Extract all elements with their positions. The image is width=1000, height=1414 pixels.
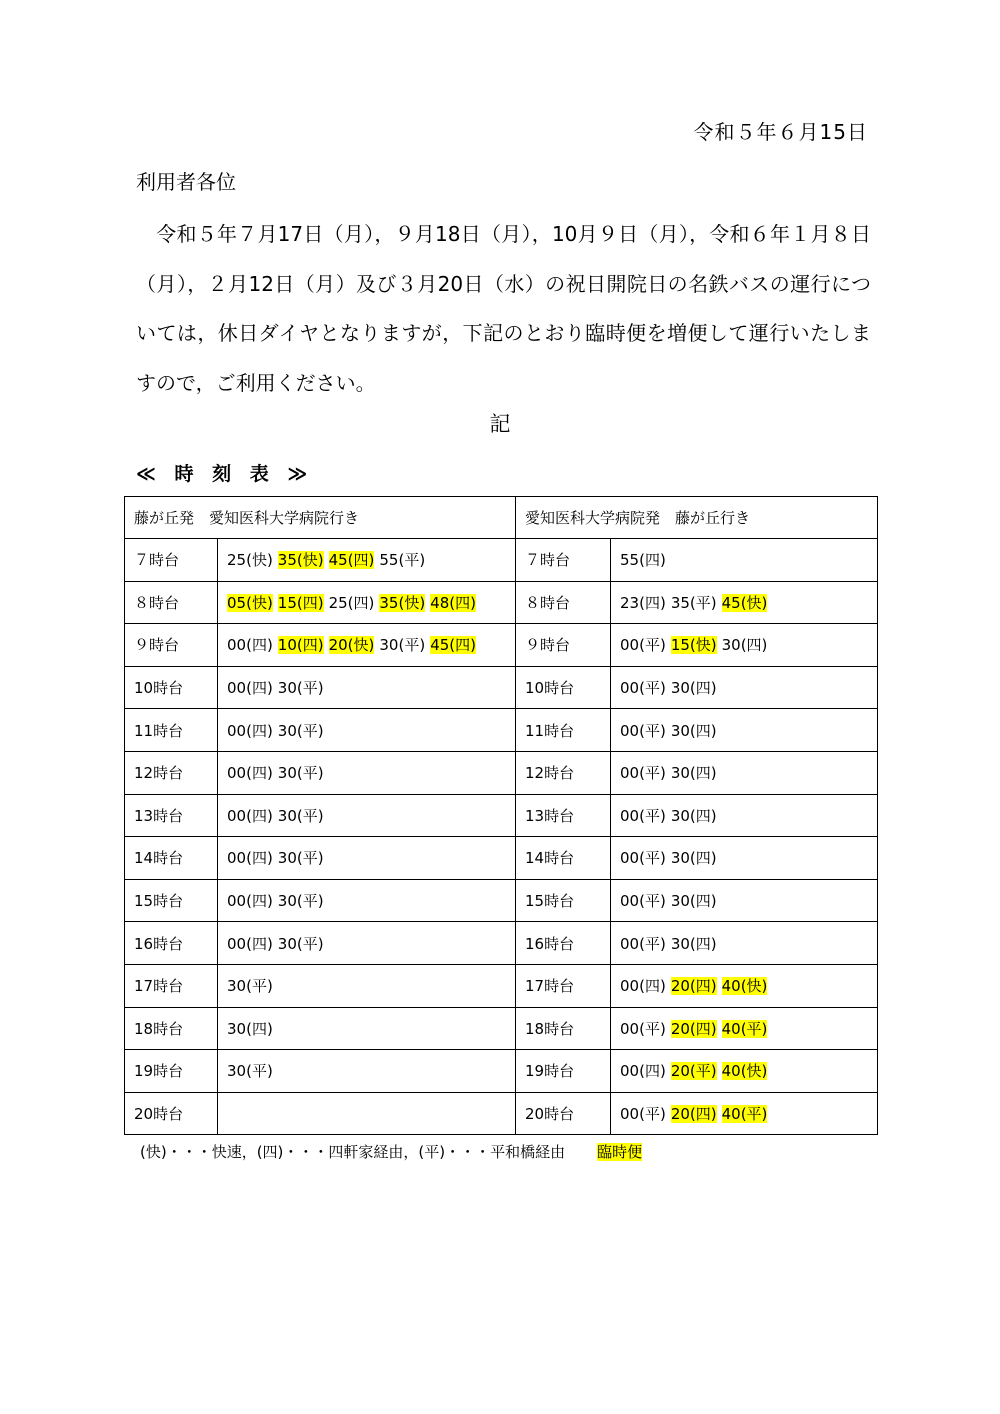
times-cell-inbound xyxy=(611,581,878,624)
times-cell-outbound xyxy=(218,539,516,582)
hour-cell-inbound: 12時台 xyxy=(516,751,611,794)
hour-cell-outbound: 11時台 xyxy=(125,709,218,752)
timetable-row xyxy=(125,964,878,1007)
departure-time: 00(四) xyxy=(620,1062,666,1081)
times-cell-outbound xyxy=(218,624,516,667)
departure-time: 25(四) xyxy=(328,593,375,612)
departure-time: 55(四) xyxy=(620,551,666,570)
departure-time: 30(平) xyxy=(277,849,324,868)
departure-time: 30(平) xyxy=(277,679,324,698)
times-cell-inbound xyxy=(611,666,878,709)
times-cell-outbound xyxy=(218,964,516,1007)
hour-cell-outbound: 13時台 xyxy=(125,794,218,837)
hour-cell-outbound: 10時台 xyxy=(125,666,218,709)
hour-cell-inbound: 16時台 xyxy=(516,922,611,965)
hour-cell-inbound: 14時台 xyxy=(516,837,611,880)
extra-departure: 15(快) xyxy=(670,636,717,655)
times-cell-outbound xyxy=(218,794,516,837)
departure-time: 00(平) xyxy=(620,892,666,911)
timetable-row xyxy=(125,922,878,965)
times-cell-outbound xyxy=(218,879,516,922)
hour-cell-outbound: 17時台 xyxy=(125,964,218,1007)
departure-time: 00(平) xyxy=(620,764,666,783)
document-date: 令和５年６月15日 xyxy=(693,120,868,144)
departure-time: 30(平) xyxy=(277,892,324,911)
departure-time: 30(平) xyxy=(227,977,273,996)
departure-time: 00(四) xyxy=(227,679,273,698)
timetable-header-row xyxy=(125,497,878,539)
hour-cell-inbound: 17時台 xyxy=(516,964,611,1007)
times-cell-inbound xyxy=(611,624,878,667)
extra-departure: 35(快) xyxy=(277,551,324,570)
timetable-row xyxy=(125,624,878,667)
timetable-row xyxy=(125,837,878,880)
legend-text: (快)・・・快速，(四)・・・四軒家経由，(平)・・・平和橋経由 xyxy=(140,1143,566,1161)
timetable-title: ≪ 時 刻 表 ≫ xyxy=(136,463,314,485)
timetable-row xyxy=(125,1050,878,1093)
hour-cell-inbound: ７時台 xyxy=(516,539,611,582)
hour-cell-outbound: 20時台 xyxy=(125,1092,218,1135)
times-cell-outbound xyxy=(218,1092,516,1135)
header-inbound: 愛知医科大学病院発 藤が丘行き xyxy=(516,497,878,539)
extra-departure: 48(四) xyxy=(430,593,476,612)
times-cell-inbound xyxy=(611,1050,878,1093)
times-cell-outbound xyxy=(218,1050,516,1093)
timetable-row xyxy=(125,751,878,794)
hour-cell-outbound: 15時台 xyxy=(125,879,218,922)
departure-time: 00(平) xyxy=(620,1105,666,1124)
hour-cell-inbound: 10時台 xyxy=(516,666,611,709)
departure-time: 23(四) xyxy=(620,593,666,612)
extra-departure: 40(快) xyxy=(721,1062,768,1081)
hour-cell-outbound: 14時台 xyxy=(125,837,218,880)
departure-time: 30(四) xyxy=(670,679,717,698)
departure-time: 30(平) xyxy=(277,721,324,740)
departure-time: 00(平) xyxy=(620,849,666,868)
departure-time: 30(四) xyxy=(227,1019,273,1038)
departure-time: 00(四) xyxy=(227,764,273,783)
times-cell-inbound xyxy=(611,751,878,794)
departure-time: 25(快) xyxy=(227,551,273,570)
timetable-row xyxy=(125,539,878,582)
extra-departure: 20(四) xyxy=(670,1019,717,1038)
departure-time: 30(四) xyxy=(670,849,717,868)
hour-cell-outbound: ８時台 xyxy=(125,581,218,624)
legend-extra-label: 臨時便 xyxy=(597,1143,643,1161)
times-cell-outbound xyxy=(218,709,516,752)
ki-heading: 記 xyxy=(489,412,511,436)
hour-cell-inbound: 13時台 xyxy=(516,794,611,837)
timetable-row xyxy=(125,879,878,922)
hour-cell-outbound: 12時台 xyxy=(125,751,218,794)
departure-time: 00(平) xyxy=(620,679,666,698)
departure-time: 30(四) xyxy=(670,721,717,740)
departure-time: 00(平) xyxy=(620,1019,666,1038)
timetable-row xyxy=(125,581,878,624)
extra-departure: 40(平) xyxy=(721,1105,768,1124)
times-cell-inbound xyxy=(611,922,878,965)
times-cell-inbound xyxy=(611,539,878,582)
extra-departure: 45(快) xyxy=(721,593,768,612)
timetable-row xyxy=(125,709,878,752)
hour-cell-inbound: ９時台 xyxy=(516,624,611,667)
departure-time: 00(平) xyxy=(620,934,666,953)
hour-cell-outbound: ９時台 xyxy=(125,624,218,667)
extra-departure: 20(平) xyxy=(670,1062,717,1081)
addressee: 利用者各位 xyxy=(136,170,236,194)
hour-cell-outbound: 18時台 xyxy=(125,1007,218,1050)
extra-departure: 40(快) xyxy=(721,977,768,996)
hour-cell-inbound: 18時台 xyxy=(516,1007,611,1050)
departure-time: 30(平) xyxy=(277,934,324,953)
departure-time: 35(平) xyxy=(670,593,717,612)
hour-cell-inbound: ８時台 xyxy=(516,581,611,624)
hour-cell-outbound: 16時台 xyxy=(125,922,218,965)
hour-cell-inbound: 15時台 xyxy=(516,879,611,922)
departure-time: 30(四) xyxy=(670,892,717,911)
departure-time: 00(四) xyxy=(227,849,273,868)
departure-time: 00(四) xyxy=(227,892,273,911)
hour-cell-outbound: 19時台 xyxy=(125,1050,218,1093)
departure-time: 00(四) xyxy=(227,806,273,825)
timetable-row xyxy=(125,1007,878,1050)
times-cell-inbound xyxy=(611,1092,878,1135)
departure-time: 30(四) xyxy=(670,934,717,953)
extra-departure: 35(快) xyxy=(379,593,426,612)
times-cell-outbound xyxy=(218,922,516,965)
timetable xyxy=(124,496,878,1135)
times-cell-inbound xyxy=(611,1007,878,1050)
times-cell-outbound xyxy=(218,751,516,794)
hour-cell-inbound: 11時台 xyxy=(516,709,611,752)
departure-time: 00(平) xyxy=(620,721,666,740)
extra-departure: 45(四) xyxy=(328,551,375,570)
hour-cell-inbound: 19時台 xyxy=(516,1050,611,1093)
times-cell-inbound xyxy=(611,794,878,837)
extra-departure: 45(四) xyxy=(430,636,476,655)
departure-time: 00(平) xyxy=(620,636,666,655)
times-cell-outbound xyxy=(218,1007,516,1050)
timetable-row xyxy=(125,666,878,709)
times-cell-outbound xyxy=(218,666,516,709)
departure-time: 00(四) xyxy=(620,977,666,996)
notice-body xyxy=(136,210,871,408)
notice-paragraph: 令和５年７月17日（月），９月18日（月），10月９日（月），令和６年１月８日（月），２月12日（月）及び３月20日（水）の祝日開院日の名鉄バスの運行については，休日ダイヤとなりますが，下記のとおり臨時便を増便して運行いたしますので，ご利用ください。 xyxy=(136,222,871,395)
extra-departure: 05(快) xyxy=(227,593,273,612)
times-cell-inbound xyxy=(611,837,878,880)
extra-departure: 40(平) xyxy=(721,1019,768,1038)
timetable-row xyxy=(125,794,878,837)
departure-time: 30(平) xyxy=(379,636,426,655)
extra-departure: 15(四) xyxy=(277,593,324,612)
departure-time: 00(四) xyxy=(227,721,273,740)
hour-cell-outbound: ７時台 xyxy=(125,539,218,582)
extra-departure: 20(四) xyxy=(670,1105,717,1124)
departure-time: 30(平) xyxy=(277,764,324,783)
timetable-body xyxy=(125,497,878,1135)
departure-time: 00(四) xyxy=(227,934,273,953)
departure-time: 00(四) xyxy=(227,636,273,655)
extra-departure: 10(四) xyxy=(277,636,324,655)
times-cell-outbound xyxy=(218,581,516,624)
departure-time: 30(四) xyxy=(670,806,717,825)
timetable-row xyxy=(125,1092,878,1135)
extra-departure: 20(快) xyxy=(328,636,375,655)
legend xyxy=(140,1141,642,1162)
times-cell-outbound xyxy=(218,837,516,880)
times-cell-inbound xyxy=(611,709,878,752)
times-cell-inbound xyxy=(611,964,878,1007)
extra-departure: 20(四) xyxy=(670,977,717,996)
header-outbound: 藤が丘発 愛知医科大学病院行き xyxy=(125,497,516,539)
departure-time: 30(四) xyxy=(721,636,768,655)
departure-time: 00(平) xyxy=(620,806,666,825)
departure-time: 55(平) xyxy=(379,551,426,570)
departure-time: 30(四) xyxy=(670,764,717,783)
departure-time: 30(平) xyxy=(277,806,324,825)
departure-time: 30(平) xyxy=(227,1062,273,1081)
hour-cell-inbound: 20時台 xyxy=(516,1092,611,1135)
times-cell-inbound xyxy=(611,879,878,922)
